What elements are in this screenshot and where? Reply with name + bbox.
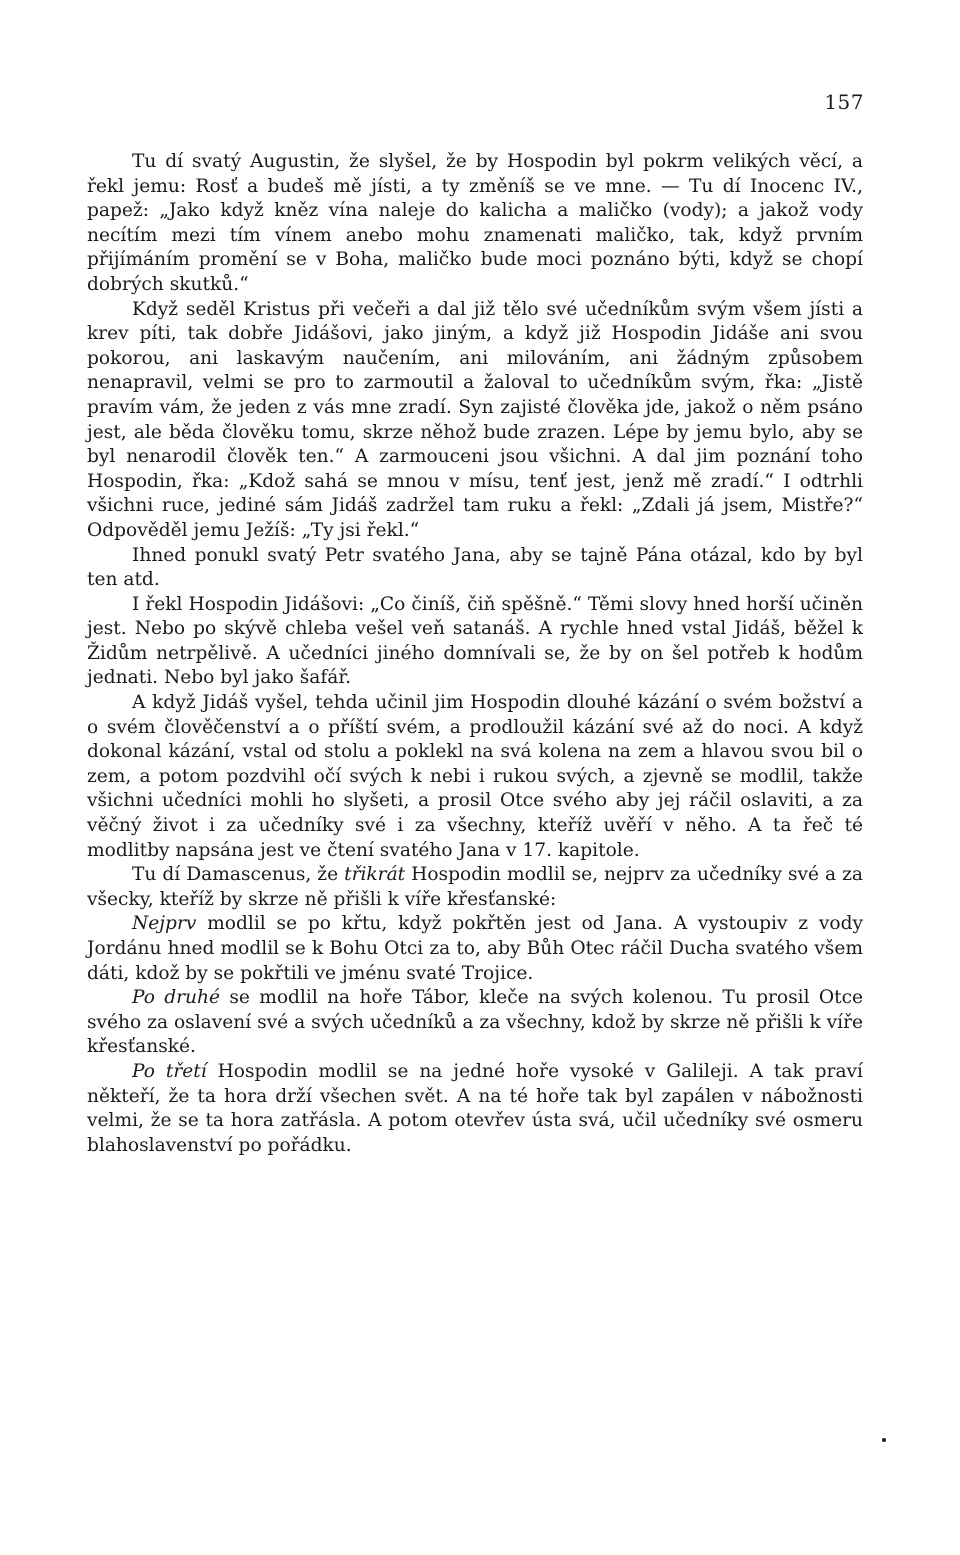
- paragraph-text: Hospodin modlil se na jedné hoře vysoké v Galileji. A tak praví někteří, že ta hora drží všechen svět. A na té hoře tak byl zapálen v nábožnosti velmi, že se ta hora zatřásla. A potom otevřev ústa svá, učil učedníky své osmeru blahoslavenství po pořádku.: [87, 1060, 863, 1156]
- paragraph-text: A když Jidáš vyšel, tehda učinil jim Hospodin dlouhé kázání o svém božství a o svém člověčenství a o příští svém, a prodloužil kázání své až do noci. A když dokonal kázání, vstal od stolu a poklekl na svá kolena na zem a hlavou svou bil o zem, a potom pozdvihl očí svých k nebi i rukou svých, a zjevně se modlil, takže všichni učedníci mohli ho slyšeti, a prosil Otce svého aby jej ráčil oslaviti, a za věčný život i za učedníky své i za všechny, kteříž uvěří v něho. A ta řeč té modlitby napsána jest ve čtení svatého Jana v 17. kapitole.: [87, 692, 863, 861]
- paragraph-text: modlil se po křtu, když pokřtěn jest od Jana. A vystoupiv z vody Jordánu hned modlil se k Bohu Otci za to, aby Bůh Otec ráčil Ducha svatého všem dáti, kdož by se pokřtili ve jménu svaté Trojice.: [87, 913, 863, 984]
- paragraph-text: Tu dí Damascenus, že: [132, 864, 345, 886]
- paragraph-text: Tu dí svatý Augustin, že slyšel, že by Hospodin byl pokrm velikých věcí, a řekl jemu: Rosť a budeš mě jísti, a ty změníš se ve mne. — Tu dí Inocenc IV., papež: „Jako když kněz vína naleje do kalicha a maličko (vody); a jakož vody necítím mezi tím vínem anebo mohu znamenati maličko, tak, když prvním přijímáním promění se v Boha, maličko bude moci poznáno býti, když se chopí dobrých skutků.“: [87, 151, 863, 295]
- paragraph-text: I řekl Hospodin Jidášovi: „Co činíš, čiň spěšně.“ Těmi slovy hned horší učiněn jest. Nebo po skývě chleba vešel veň satanáš. A rychle hned vstal Jidáš, běžel k Židům netrpělivě. A učedníci jiného domnívali se, že by on šel potřeb k hodům jednati. Nebo byl jako šafář.: [87, 593, 863, 689]
- page-number: 157: [824, 90, 864, 114]
- paragraph-text: se modlil na hoře Tábor, kleče na svých kolenou. Tu prosil Otce svého za oslavení své a svých učedníků a za všechny, kdož by skrze ně přišli k víře křesťanské.: [87, 987, 863, 1058]
- paragraph-text: Když seděl Kristus při večeři a dal již tělo své učedníkům svým všem jísti a krev píti, tak dobře Jidášovi, jako jiným, a když již Hospodin Jidáše ani svou pokorou, ani laskavým naučením, ani milováním, ani žádným způsobem nenapravil, velmi se pro to zarmoutil a žaloval to učedníkům svým, řka: „Jistě pravím vám, že jeden z vás mne zradí. Syn zajisté člověka jde, jakož o něm psáno jest, ale běda člověku tomu, skrze něhož bude zrazen. Lépe by jemu bylo, aby se byl nenarodil člověk ten.“ A zarmouceni jsou všichni. A dal jim poznání toho Hospodin, řka: „Kdož sahá se mnou v mísu, tenť jest, jenž mě zradí.“ I odtrhli všichni ruce, jediné sám Jidáš zadržel tam ruku a řekl: „Zdali já jsem, Mistře?“ Odpověděl jemu Ježíš: „Ty jsi řekl.“: [87, 298, 863, 541]
- paragraph: [87, 150, 863, 298]
- italic-text: Nejprv: [132, 913, 197, 935]
- paragraph: [87, 593, 863, 691]
- paragraph: [87, 1060, 863, 1158]
- paragraph: [87, 298, 863, 544]
- paragraph: [87, 986, 863, 1060]
- paragraph: [87, 863, 863, 912]
- italic-text: Po třetí: [132, 1060, 207, 1082]
- paragraph-text: Hospodin modlil se, nejprv za učedníky své a za všecky, kteříž by skrze ně přišli k víře křesťanské:: [87, 864, 863, 910]
- paragraph: [87, 691, 863, 863]
- print-speck: [882, 1438, 886, 1442]
- text-body: [87, 150, 863, 1158]
- italic-text: třikrát: [344, 864, 406, 886]
- paragraph: [87, 544, 863, 593]
- paragraph: [87, 912, 863, 986]
- paragraph-text: Ihned ponukl svatý Petr svatého Jana, aby se tajně Pána otázal, kdo by byl ten atd.: [87, 544, 863, 591]
- italic-text: Po druhé: [132, 987, 221, 1009]
